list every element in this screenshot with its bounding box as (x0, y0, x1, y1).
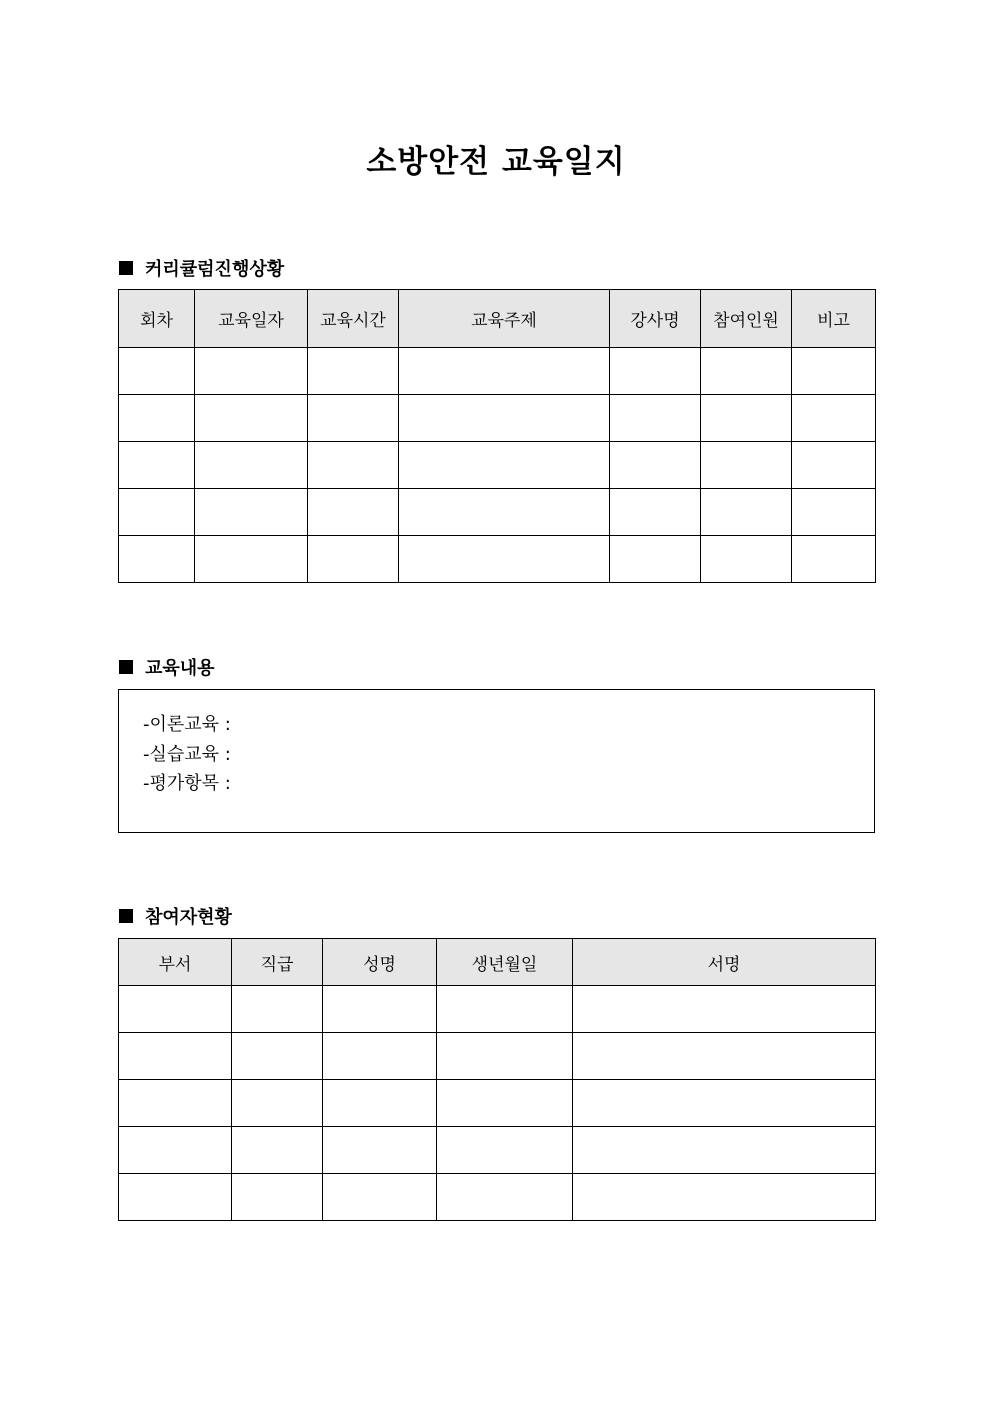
table-cell[interactable] (573, 1033, 876, 1080)
participants-table (118, 938, 876, 1221)
table-cell[interactable] (437, 1174, 573, 1221)
table-cell[interactable] (573, 1127, 876, 1174)
table-cell[interactable] (323, 1174, 437, 1221)
column-header: 성명 (323, 939, 437, 986)
column-header: 비고 (792, 290, 876, 348)
table-cell[interactable] (232, 1033, 323, 1080)
table-cell[interactable] (119, 1127, 232, 1174)
participants-heading (119, 903, 232, 929)
table-cell[interactable] (323, 1033, 437, 1080)
table-row (119, 489, 876, 536)
table-cell[interactable] (437, 1127, 573, 1174)
table-row (119, 986, 876, 1033)
table-cell[interactable] (399, 348, 610, 395)
table-row (119, 536, 876, 583)
table-cell[interactable] (610, 442, 701, 489)
column-header: 회차 (119, 290, 195, 348)
table-cell[interactable] (437, 1080, 573, 1127)
table-cell[interactable] (308, 536, 399, 583)
table-cell[interactable] (792, 536, 876, 583)
table-cell[interactable] (792, 489, 876, 536)
table-cell[interactable] (323, 1080, 437, 1127)
table-cell[interactable] (119, 1174, 232, 1221)
table-cell[interactable] (308, 348, 399, 395)
table-cell[interactable] (119, 536, 195, 583)
table-cell[interactable] (195, 489, 308, 536)
table-cell[interactable] (119, 1080, 232, 1127)
table-row (119, 1127, 876, 1174)
table-cell[interactable] (119, 1033, 232, 1080)
table-cell[interactable] (610, 489, 701, 536)
content-heading-label: 교육내용 (145, 658, 215, 679)
table-cell[interactable] (792, 442, 876, 489)
table-cell[interactable] (610, 348, 701, 395)
table-row (119, 442, 876, 489)
table-cell[interactable] (323, 986, 437, 1033)
curriculum-header-row (119, 290, 876, 348)
participants-heading-label: 참여자현황 (145, 907, 232, 928)
table-cell[interactable] (232, 986, 323, 1033)
curriculum-heading-label: 커리큘럼진행상황 (145, 259, 285, 280)
column-header: 교육시간 (308, 290, 399, 348)
table-cell[interactable] (610, 395, 701, 442)
table-cell[interactable] (195, 442, 308, 489)
evaluation-items-line: -평가항목 : (143, 773, 231, 794)
table-cell[interactable] (119, 348, 195, 395)
table-cell[interactable] (308, 395, 399, 442)
practice-education-line: -실습교육 : (143, 744, 231, 765)
table-cell[interactable] (232, 1080, 323, 1127)
table-cell[interactable] (701, 395, 792, 442)
table-cell[interactable] (792, 395, 876, 442)
participants-header-row (119, 939, 876, 986)
table-cell[interactable] (119, 442, 195, 489)
table-cell[interactable] (308, 489, 399, 536)
content-heading (119, 654, 215, 680)
table-row (119, 395, 876, 442)
table-cell[interactable] (308, 442, 399, 489)
page-title: 소방안전 교육일지 (366, 144, 626, 180)
table-cell[interactable] (119, 489, 195, 536)
column-header: 서명 (573, 939, 876, 986)
table-cell[interactable] (701, 489, 792, 536)
theory-education-line: -이론교육 : (143, 714, 231, 735)
table-cell[interactable] (573, 1174, 876, 1221)
table-cell[interactable] (119, 395, 195, 442)
table-cell[interactable] (701, 536, 792, 583)
table-cell[interactable] (437, 986, 573, 1033)
table-row (119, 1080, 876, 1127)
column-header: 부서 (119, 939, 232, 986)
column-header: 직급 (232, 939, 323, 986)
table-cell[interactable] (195, 395, 308, 442)
table-row (119, 1033, 876, 1080)
table-cell[interactable] (399, 442, 610, 489)
square-bullet-icon (119, 660, 133, 674)
education-content-box[interactable] (118, 689, 875, 833)
table-cell[interactable] (195, 536, 308, 583)
table-row (119, 348, 876, 395)
table-cell[interactable] (437, 1033, 573, 1080)
table-cell[interactable] (792, 348, 876, 395)
table-cell[interactable] (573, 1080, 876, 1127)
table-cell[interactable] (323, 1127, 437, 1174)
table-cell[interactable] (195, 348, 308, 395)
table-cell[interactable] (399, 536, 610, 583)
square-bullet-icon (119, 261, 133, 275)
table-cell[interactable] (573, 986, 876, 1033)
table-cell[interactable] (232, 1174, 323, 1221)
table-cell[interactable] (119, 986, 232, 1033)
curriculum-heading (119, 255, 284, 281)
table-cell[interactable] (701, 348, 792, 395)
table-cell[interactable] (701, 442, 792, 489)
square-bullet-icon (119, 909, 133, 923)
table-cell[interactable] (232, 1127, 323, 1174)
column-header: 참여인원 (701, 290, 792, 348)
table-cell[interactable] (399, 489, 610, 536)
table-cell[interactable] (399, 395, 610, 442)
column-header: 생년월일 (437, 939, 573, 986)
column-header: 강사명 (610, 290, 701, 348)
table-row (119, 1174, 876, 1221)
column-header: 교육주제 (399, 290, 610, 348)
column-header: 교육일자 (195, 290, 308, 348)
curriculum-table (118, 289, 876, 583)
table-cell[interactable] (610, 536, 701, 583)
